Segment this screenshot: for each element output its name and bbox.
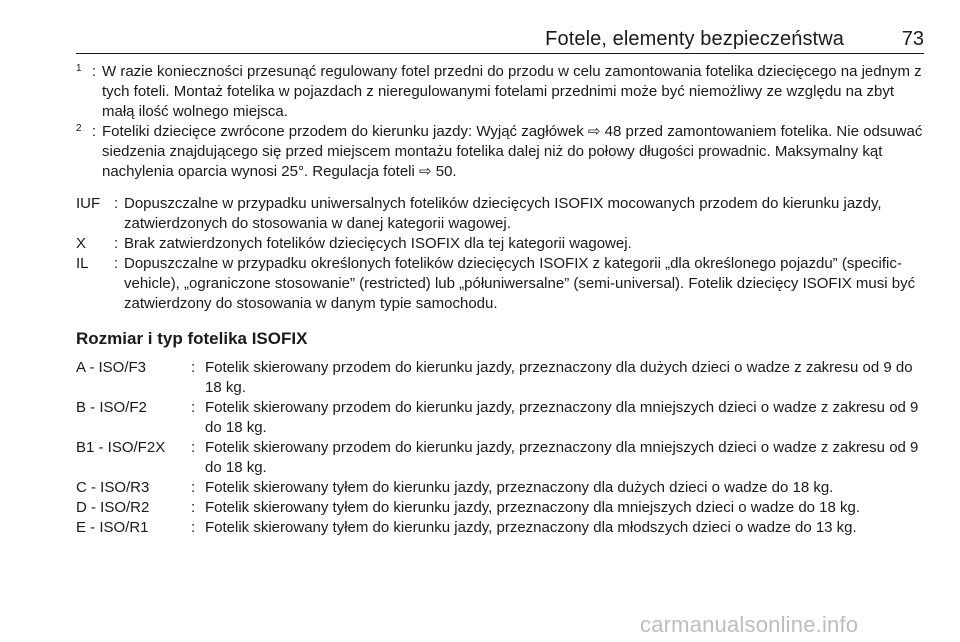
size-key: B1 - ISO/F2X — [76, 439, 166, 456]
abbreviation-text: Dopuszczalne w przypadku uniwersalnych fotelików dziecięcych ISOFIX mocowanych przodem do kierunku jazdy, zatwierdzonych do stosowania w danej kategorii wagowej. — [124, 195, 882, 232]
footnote-separator: : — [91, 123, 97, 140]
size-item — [76, 518, 926, 538]
abbreviation-separator: : — [114, 255, 119, 272]
size-item — [76, 438, 926, 478]
abbreviation-key: IUF — [76, 195, 101, 212]
watermark: carmanualsonline.info — [640, 612, 859, 637]
size-separator: : — [191, 519, 196, 536]
spacer — [76, 182, 926, 194]
abbreviation-key: IL — [76, 255, 89, 272]
size-key: C - ISO/R3 — [76, 479, 150, 496]
size-separator: : — [191, 499, 196, 516]
size-item — [76, 398, 926, 438]
abbreviation-text: Dopuszczalne w przypadku określonych fotelików dziecięcych ISOFIX z kategorii „dla określonego pojazdu” (specific-vehicle), „ograniczone stosowanie” (restricted) lub „półuniwersalne” (semi-universal). Fotelik dziecięcy ISOFIX musi być zatwierdzony do stosowania w danym typie samochodu. — [124, 255, 916, 312]
size-text: Fotelik skierowany tyłem do kierunku jazdy, przeznaczony dla mniejszych dzieci o wadze do 18 kg. — [205, 499, 861, 516]
size-key: D - ISO/R2 — [76, 499, 150, 516]
footnote-item — [76, 122, 926, 182]
abbreviation-key: X — [76, 235, 87, 252]
size-text: Fotelik skierowany przodem do kierunku jazdy, przeznaczony dla mniejszych dzieci o wadze z zakresu od 9 do 18 kg. — [205, 439, 919, 476]
footnote-item — [76, 62, 926, 122]
abbreviation-text: Brak zatwierdzonych fotelików dziecięcych ISOFIX dla tej kategorii wagowej. — [124, 235, 632, 252]
abbreviation-separator: : — [114, 235, 119, 252]
footnote-marker: 1 — [76, 63, 82, 74]
size-separator: : — [191, 439, 196, 456]
abbreviation-separator: : — [114, 195, 119, 212]
footnote-separator: : — [91, 63, 97, 80]
size-separator: : — [191, 399, 196, 416]
page-title: Fotele, elementy bezpieczeństwa — [545, 28, 844, 50]
size-item — [76, 358, 926, 398]
size-key: E - ISO/R1 — [76, 519, 149, 536]
page-number: 73 — [901, 28, 924, 50]
abbreviation-item — [76, 254, 926, 314]
size-text: Fotelik skierowany przodem do kierunku jazdy, przeznaczony dla mniejszych dzieci o wadze z zakresu od 9 do 18 kg. — [205, 399, 919, 436]
size-separator: : — [191, 359, 196, 376]
size-separator: : — [191, 479, 196, 496]
size-item — [76, 478, 926, 498]
section-heading: Rozmiar i typ fotelika ISOFIX — [76, 329, 308, 348]
page-content — [76, 62, 926, 538]
size-item — [76, 498, 926, 518]
footnote-text: W razie konieczności przesunąć regulowany fotel przedni do przodu w celu zamontowania fotelika dziecięcego na jednym z tych foteli. Montaż fotelika w pojazdach z nieregulowanymi fotelami przednimi może być niemożliwy ze względu na zbyt małą ilość wolnego miejsca. — [102, 63, 922, 120]
page-header — [76, 14, 924, 54]
size-text: Fotelik skierowany przodem do kierunku jazdy, przeznaczony dla dużych dzieci o wadze z zakresu od 9 do 18 kg. — [205, 359, 913, 396]
size-key: A - ISO/F3 — [76, 359, 147, 376]
size-key: B - ISO/F2 — [76, 399, 147, 416]
abbreviation-item — [76, 194, 926, 234]
abbreviation-item — [76, 234, 926, 254]
size-text: Fotelik skierowany tyłem do kierunku jazdy, przeznaczony dla młodszych dzieci o wadze do 13 kg. — [205, 519, 857, 536]
size-text: Fotelik skierowany tyłem do kierunku jazdy, przeznaczony dla dużych dzieci o wadze do 18 kg. — [205, 479, 834, 496]
footnote-text: Foteliki dziecięce zwrócone przodem do kierunku jazdy: Wyjąć zagłówek ⇨ 48 przed zamontowaniem fotelika. Nie odsuwać siedzenia znajdującego się przed miejscem montażu fotelika dalej niż do połowy długości prowadnic. Maksymalny kąt nachylenia oparcia wynosi 25°. Regulacja foteli ⇨ 50. — [102, 123, 923, 180]
footnote-marker: 2 — [76, 123, 82, 134]
header-divider — [76, 53, 924, 54]
